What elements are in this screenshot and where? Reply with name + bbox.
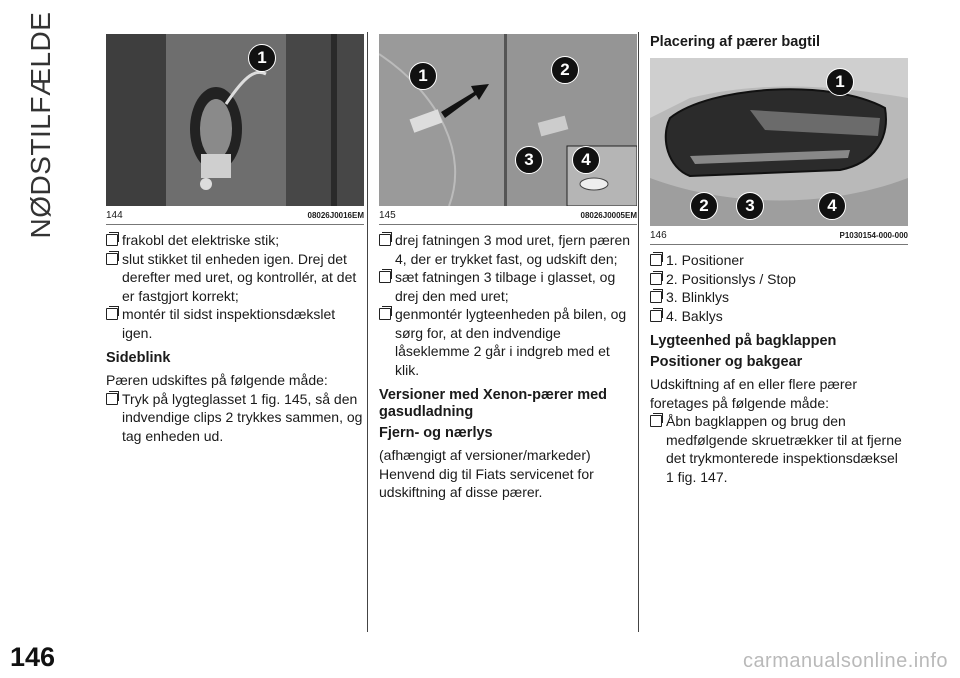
figure-number: 145 (379, 210, 396, 221)
figure-145 (379, 34, 637, 206)
figure-code: P1030154-000-000 (839, 231, 908, 240)
checkbox-bullet-icon (379, 234, 391, 246)
figure-code: 08026J0005EM (580, 211, 637, 220)
callout-1: 1 (826, 68, 854, 96)
section-subheading: Positioner og bakgear (650, 354, 803, 370)
section-heading: Versioner med Xenon-pærer med gasudladning (379, 387, 608, 420)
list-item: 4. Baklys (650, 307, 908, 326)
checkbox-bullet-icon (379, 271, 391, 283)
section-heading: Lygteenhed på bagklappen (650, 333, 837, 349)
list-item: sæt fatningen 3 tilbage i glasset, og drej den med uret; (379, 268, 637, 305)
callout-2: 2 (551, 56, 579, 84)
paragraph: Udskiftning af en eller flere pærer foretages på følgende måde: (650, 376, 857, 411)
column-3 (650, 34, 908, 486)
callout-3: 3 (515, 146, 543, 174)
list-item: 3. Blinklys (650, 288, 908, 307)
section-subheading: Fjern- og nærlys (379, 425, 493, 441)
checkbox-bullet-icon (650, 273, 662, 285)
figure-number: 146 (650, 230, 667, 241)
figure-146-illustration (650, 58, 908, 226)
figure-146 (650, 58, 908, 226)
column-divider (367, 32, 368, 632)
section-side-title (6, 11, 76, 239)
callout-3: 3 (736, 192, 764, 220)
list-item: frakobl det elektriske stik; (106, 231, 364, 250)
list-item: drej fatningen 3 mod uret, fjern pæren 4, der er trykket fast, og udskift den; (379, 231, 637, 268)
callout-4: 4 (572, 146, 600, 174)
checkbox-bullet-icon (650, 310, 662, 322)
checkbox-bullet-icon (106, 234, 118, 246)
callout-1: 1 (248, 44, 276, 72)
paragraph: Pæren udskiftes på følgende måde: (106, 372, 328, 388)
column-divider (638, 32, 639, 632)
figure-144-illustration (106, 34, 364, 206)
figure-144 (106, 34, 364, 206)
list-item: montér til sidst inspektionsdækslet igen. (106, 305, 364, 342)
checkbox-bullet-icon (650, 415, 662, 427)
list-item: 1. Positioner (650, 251, 908, 270)
checkbox-bullet-icon (650, 254, 662, 266)
paragraph: (afhængigt af versioner/markeder) (379, 447, 591, 463)
list-item: Åbn bagklappen og brug den medfølgende skruetrækker til at fjerne det trykmonterede inspektionsdæksel 1 fig. 147. (650, 412, 908, 486)
section-heading: Placering af pærer bagtil (650, 34, 821, 50)
figure-caption (650, 226, 908, 245)
checkbox-bullet-icon (379, 308, 391, 320)
callout-4: 4 (818, 192, 846, 220)
callout-1: 1 (409, 62, 437, 90)
figure-code: 08026J0016EM (307, 211, 364, 220)
figure-caption (106, 206, 364, 225)
section-heading: Sideblink (106, 350, 171, 366)
checkbox-bullet-icon (106, 253, 118, 265)
column-1 (106, 34, 364, 445)
figure-145-illustration (379, 34, 637, 206)
list-item: genmontér lygteenheden på bilen, og sørg for, at den indvendige låseklemme 2 går i indgreb med et klik. (379, 305, 637, 379)
checkbox-bullet-icon (106, 393, 118, 405)
section-title-text: NØDSTILFÆLDE (25, 11, 56, 239)
page-number: 146 (10, 642, 56, 672)
watermark: carmanualsonline.info (742, 650, 948, 672)
checkbox-bullet-icon (650, 291, 662, 303)
list-item: slut stikket til enheden igen. Drej det derefter med uret, og kontrollér, at det er fastgjort korrekt; (106, 250, 364, 306)
figure-number: 144 (106, 210, 123, 221)
list-item: Tryk på lygteglasset 1 fig. 145, så den indvendige clips 2 trykkes sammen, og tag enheden ud. (106, 390, 364, 446)
checkbox-bullet-icon (106, 308, 118, 320)
callout-2: 2 (690, 192, 718, 220)
figure-caption (379, 206, 637, 225)
list-item: 2. Positionslys / Stop (650, 270, 908, 289)
column-2 (379, 34, 637, 502)
paragraph: Henvend dig til Fiats servicenet for udskiftning af disse pærer. (379, 465, 594, 500)
